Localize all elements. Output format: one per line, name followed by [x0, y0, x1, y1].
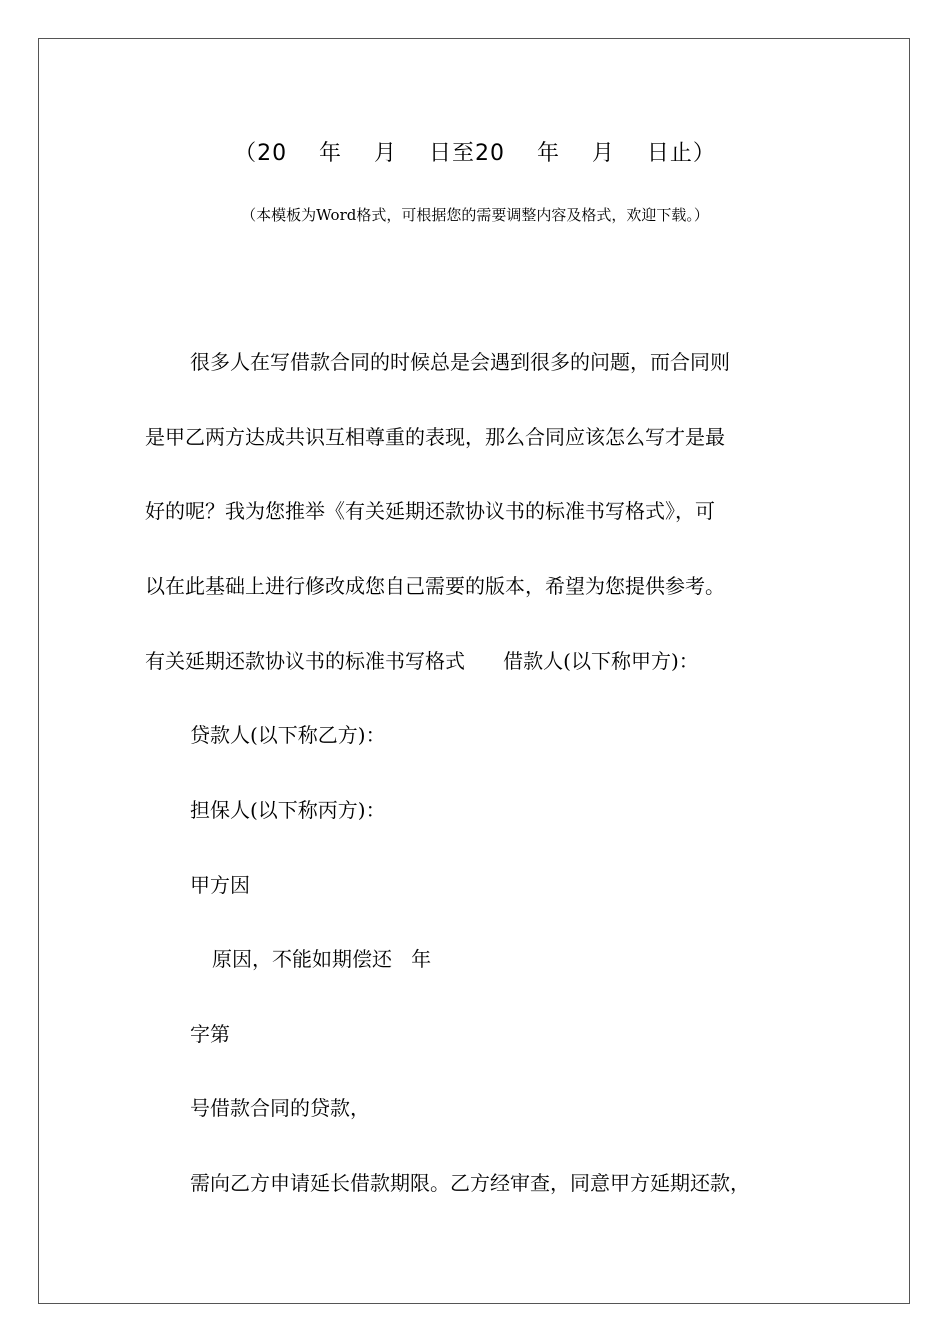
template-note: （本模板为Word格式，可根据您的需要调整内容及格式，欢迎下载。） [241, 206, 709, 224]
agreement-title-line: 有关延期还款协议书的标准书写格式 借款人(以下称甲方)： [145, 649, 699, 673]
party-a-reason-line: 甲方因 [190, 873, 250, 897]
guarantor-line: 担保人(以下称丙方)： [190, 798, 386, 822]
reason-line: 原因，不能如期偿还 年 [212, 947, 432, 971]
intro-paragraph-line: 好的呢？我为您推举《有关延期还款协议书的标准书写格式》，可 [145, 499, 715, 523]
extension-line: 需向乙方申请延长借款期限。乙方经审查，同意甲方延期还款， [190, 1171, 750, 1195]
date-range-line: （20 年 月 日至20 年 月 日止） [234, 141, 716, 166]
intro-paragraph-line: 很多人在写借款合同的时候总是会遇到很多的问题，而合同则 [190, 350, 730, 374]
intro-paragraph-line: 是甲乙两方达成共识互相尊重的表现，那么合同应该怎么写才是最 [145, 425, 725, 449]
lender-line: 贷款人(以下称乙方)： [190, 723, 386, 747]
intro-paragraph-line: 以在此基础上进行修改成您自己需要的版本，希望为您提供参考。 [145, 574, 725, 598]
contract-number-line: 字第 [190, 1022, 230, 1046]
loan-line: 号借款合同的贷款， [190, 1096, 370, 1120]
